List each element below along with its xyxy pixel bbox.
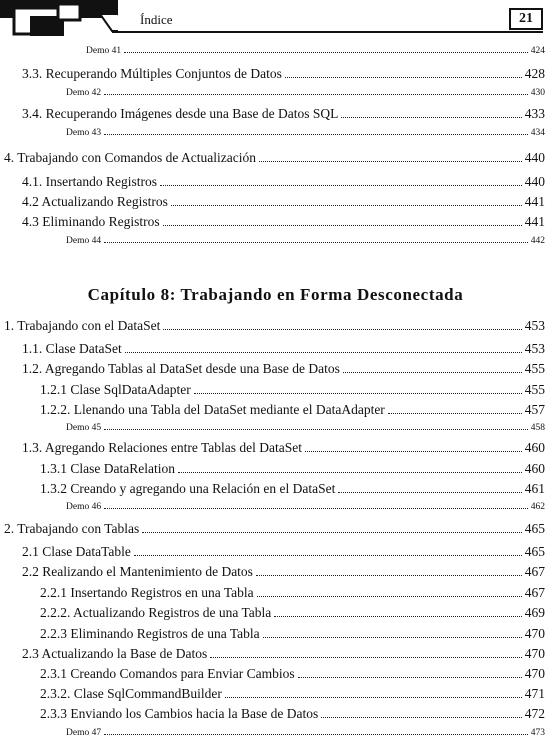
toc-entry-page: 440: [524, 174, 545, 189]
dot-leader: [142, 532, 521, 533]
toc-entry-1-3-2: [40, 481, 545, 497]
dot-leader: [194, 393, 522, 394]
toc-entry-label: 1.2.1 Clase SqlDataAdapter: [40, 382, 191, 397]
dot-leader: [274, 616, 521, 617]
toc-entry-2: [4, 521, 545, 537]
toc-entry-page: 441: [524, 214, 545, 229]
toc-entry-label: 2.3.1 Creando Comandos para Enviar Cambios: [40, 666, 295, 681]
dot-leader: [104, 508, 528, 509]
toc-entry-page: 462: [530, 502, 545, 512]
chapter-heading: Capítulo 8: Trabajando en Forma Desconectada: [87, 285, 464, 304]
page-number: 21: [509, 8, 543, 30]
dot-leader: [285, 77, 522, 78]
toc-entry-page: 458: [530, 423, 545, 433]
dot-leader: [305, 451, 522, 452]
dot-leader: [104, 242, 528, 243]
toc-entry-page: 469: [524, 605, 545, 620]
dot-leader: [171, 205, 522, 206]
dot-leader: [343, 372, 522, 373]
toc-entry-4-1: [22, 174, 545, 190]
toc-entry-demo-47: [66, 728, 545, 738]
toc-entry-2-3: [22, 646, 545, 662]
toc-entry-label: 2.3.3 Enviando los Cambios hacia la Base de Datos: [40, 706, 319, 721]
toc-entry-label: 2.3 Actualizando la Base de Datos: [22, 646, 208, 661]
toc-entry-page: 441: [524, 194, 545, 209]
toc-entry-label: Demo 44: [66, 236, 102, 246]
toc-entry-label: 1.2.2. Llenando una Tabla del DataSet mediante el DataAdapter: [40, 402, 385, 417]
toc-entry-label: 1.1. Clase DataSet: [22, 341, 122, 356]
dot-leader: [134, 555, 522, 556]
toc-entry-label: 4.3 Eliminando Registros: [22, 214, 160, 229]
toc-entry-page: 470: [524, 646, 545, 661]
dot-leader: [256, 575, 522, 576]
dot-leader: [104, 429, 528, 430]
toc-entry-page: 460: [524, 440, 545, 455]
toc-entry-page: 467: [524, 585, 545, 600]
toc-entry-page: 453: [524, 341, 545, 356]
toc-entry-label: Demo 47: [66, 728, 102, 738]
dot-leader: [321, 717, 522, 718]
toc-entry-2-1: [22, 544, 545, 560]
toc-entry-page: 424: [530, 46, 545, 56]
toc-entry-page: 434: [530, 128, 545, 138]
toc-entry-demo-46: [66, 502, 545, 512]
running-title: Índice: [140, 12, 173, 27]
dot-leader: [257, 596, 522, 597]
toc-entry-label: 2.1 Clase DataTable: [22, 544, 131, 559]
toc-entry-demo-43: [66, 128, 545, 138]
toc-entry-label: 2. Trabajando con Tablas: [4, 521, 140, 536]
dot-leader: [104, 734, 528, 735]
toc-entry-label: 2.2.2. Actualizando Registros de una Tabla: [40, 605, 272, 620]
toc-entry-page: 457: [524, 402, 545, 417]
toc-entry-label: 4. Trabajando con Comandos de Actualización: [4, 150, 256, 165]
toc-entry-4-2: [22, 194, 545, 210]
toc-entry-1-2-1: [40, 382, 545, 398]
toc-entry-label: 1.3. Agregando Relaciones entre Tablas del DataSet: [22, 440, 302, 455]
toc-entry-label: Demo 43: [66, 128, 102, 138]
dot-leader: [178, 472, 522, 473]
toc-entry-demo-42: [66, 88, 545, 98]
toc-entry-2-3-2: [40, 686, 545, 702]
dot-leader: [104, 134, 528, 135]
toc-entry-label: 4.1. Insertando Registros: [22, 174, 157, 189]
toc-entry-page: 455: [524, 361, 545, 376]
dot-leader: [388, 413, 522, 414]
toc-entry-page: 440: [524, 150, 545, 165]
dot-leader: [225, 697, 522, 698]
toc-entry-label: 2.2 Realizando el Mantenimiento de Datos: [22, 564, 253, 579]
toc-entry-2-2: [22, 564, 545, 580]
toc-entry-page: 465: [524, 544, 545, 559]
toc-entry-label: Demo 42: [66, 88, 102, 98]
toc-entry-3-3: [22, 66, 545, 82]
toc-entry-page: 467: [524, 564, 545, 579]
toc-entry-page: 442: [530, 236, 545, 246]
toc-entry-2-3-1: [40, 666, 545, 682]
toc-entry-1: [4, 318, 545, 334]
dot-leader: [210, 657, 522, 658]
toc-entry-label: 2.2.3 Eliminando Registros de una Tabla: [40, 626, 260, 641]
toc-entry-page: 461: [524, 481, 545, 496]
toc-entry-page: 430: [530, 88, 545, 98]
toc-entry-label: 1.3.1 Clase DataRelation: [40, 461, 175, 476]
toc-entry-label: 1.2. Agregando Tablas al DataSet desde una Base de Datos: [22, 361, 340, 376]
toc-entry-demo-41: [86, 46, 545, 56]
toc-entry-label: 4.2 Actualizando Registros: [22, 194, 168, 209]
dot-leader: [263, 637, 522, 638]
toc-entry-page: 460: [524, 461, 545, 476]
toc-entry-2-2-1: [40, 585, 545, 601]
toc-entry-3-4: [22, 106, 545, 122]
toc-entry-label: 3.4. Recuperando Imágenes desde una Base de Datos SQL: [22, 106, 339, 121]
toc-entry-page: 472: [524, 706, 545, 721]
dot-leader: [341, 117, 521, 118]
dot-leader: [104, 94, 528, 95]
dot-leader: [124, 52, 528, 53]
toc-entry-1-2: [22, 361, 545, 377]
toc-entry-4: [4, 150, 545, 166]
toc-entry-demo-44: [66, 236, 545, 246]
toc-entry-page: 470: [524, 666, 545, 681]
toc-entry-1-2-2: [40, 402, 545, 418]
toc-entry-page: 473: [530, 728, 545, 738]
toc-entry-2-2-3: [40, 626, 545, 642]
dot-leader: [163, 225, 522, 226]
toc-entry-label: 1.3.2 Creando y agregando una Relación en el DataSet: [40, 481, 336, 496]
toc-entry-1-1: [22, 341, 545, 357]
toc-entry-page: 453: [524, 318, 545, 333]
toc-entry-label: 2.2.1 Insertando Registros en una Tabla: [40, 585, 254, 600]
toc-entry-label: Demo 45: [66, 423, 102, 433]
dot-leader: [160, 185, 522, 186]
dot-leader: [163, 329, 521, 330]
toc-entry-label: 1. Trabajando con el DataSet: [4, 318, 161, 333]
toc-entry-4-3: [22, 214, 545, 230]
toc-entry-page: 470: [524, 626, 545, 641]
toc-entry-page: 428: [524, 66, 545, 81]
toc-entry-2-3-3: [40, 706, 545, 722]
dot-leader: [259, 161, 522, 162]
toc-entry-label: 2.3.2. Clase SqlCommandBuilder: [40, 686, 222, 701]
toc-entry-demo-45: [66, 423, 545, 433]
dot-leader: [125, 352, 522, 353]
toc-entry-1-3: [22, 440, 545, 456]
toc-entry-page: 471: [524, 686, 545, 701]
toc-entry-page: 455: [524, 382, 545, 397]
toc-entry-1-3-1: [40, 461, 545, 477]
dot-leader: [298, 677, 522, 678]
toc-entry-label: Demo 41: [86, 46, 122, 56]
toc-entry-label: Demo 46: [66, 502, 102, 512]
toc-entry-2-2-2: [40, 605, 545, 621]
toc-entry-label: 3.3. Recuperando Múltiples Conjuntos de Datos: [22, 66, 282, 81]
dot-leader: [338, 492, 521, 493]
toc-entry-page: 465: [524, 521, 545, 536]
toc-entry-page: 433: [524, 106, 545, 121]
